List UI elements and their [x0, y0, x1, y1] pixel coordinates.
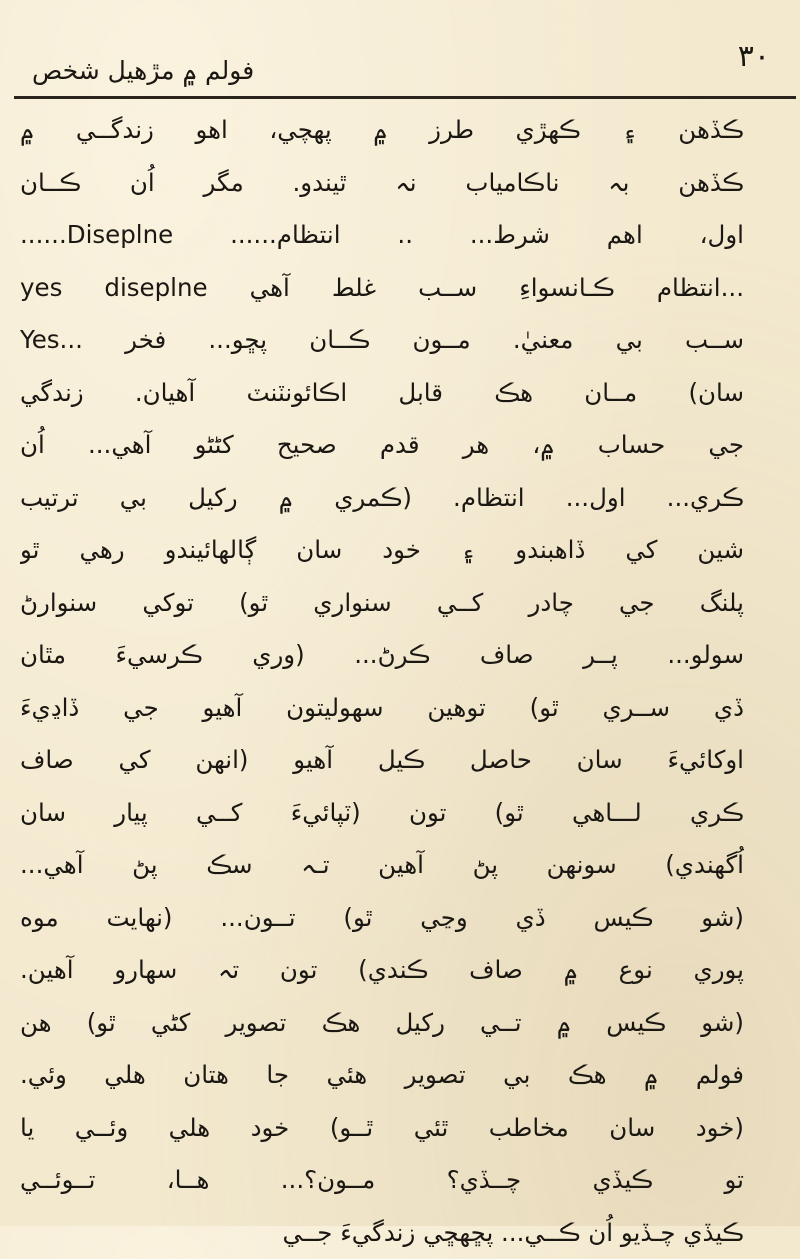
running-title: فولم ۾ مڙهيل شخص [32, 54, 254, 88]
text-line: جي حساب ۾، هر قدم صحيح کڻڻو آهي... اُن [20, 419, 744, 472]
text-line: (شو ڪيس ۾ تــي رکيل هڪ تصوير کڻي ٿو) هن [20, 997, 744, 1050]
header-rule [14, 96, 796, 99]
text-line: سان) مــان هڪ قابل اڪائونٽنٽ آهيان. زندگي [20, 367, 744, 420]
text-line: Yes... ســب بي معنيٰ. مــون ڪــان پڇو... فخر [20, 314, 744, 367]
body-text [20, 104, 744, 1259]
text-line: ڪيڏي چـڏيو اُن ڪــي... پڇهڇي زندگيءَ جــي [20, 1207, 744, 1259]
page-number: ۳۰ [738, 40, 770, 74]
text-line: پوري نوع ۾ صاف ڪندي) تون تہ سهارو آهين. [20, 944, 744, 997]
text-line: سولو... پــر صاف ڪرڻ... (وري ڪرسيءَ مٿان [20, 629, 744, 682]
text-line: ڪري لـــاهي ٿو) تون (ٽپائيءَ کــي پيار سان [20, 787, 744, 840]
text-line: فولم ۾ هڪ بي تصوير هئي جا هتان هلي وئي. [20, 1049, 744, 1102]
text-line: ڪري... اول... انتظام. (ڪمري ۾ رکيل بي ترتيب [20, 472, 744, 525]
text-line: ڪڏهن بہ ناڪامياب نہ ٿيندو. مگر اُن ڪــان [20, 157, 744, 210]
text-line: ڏي ســري ٿو) توهين سهوليتون آهيو جي ڏاڍيءَ [20, 682, 744, 735]
page-header [14, 34, 794, 94]
text-line: تو ڪيڏي چــڏي؟ مــون؟... هــا، تــوئــي [20, 1154, 744, 1207]
text-line: شين کي ڏاهبندو ۽ خود سان ڳالهائيندو رهي ٿو [20, 524, 744, 577]
text-line: ڪڏهن ۽ ڪهڙي طرز ۾ پهچي، اهو زندگــي ۾ [20, 104, 744, 157]
text-line: (شو ڪيس ڏي وڃي ٿو) تــون... (نهايت موه [20, 892, 744, 945]
text-line: (خود سان مخاطب ٿئي ٿــو) خود هلي وئــي يا [20, 1102, 744, 1155]
text-line: اوکائيءَ سان حاصل ڪيل آهيو (انهن کي صاف [20, 734, 744, 787]
text-line: پلنگ جي چادر کــي سنواري ٿو) توکي سنوارڻ [20, 577, 744, 630]
text-line: اول، اهم شرط... .. انتظام...... Diseplne...... [20, 209, 744, 262]
text-line: yes diseplne انتظام ڪـانسواءِ ســب غلط آهي... [20, 262, 744, 315]
text-line: اُگهندي) سونهن پڻ آهين تـہ سڪ پڻ آهي... [20, 839, 744, 892]
